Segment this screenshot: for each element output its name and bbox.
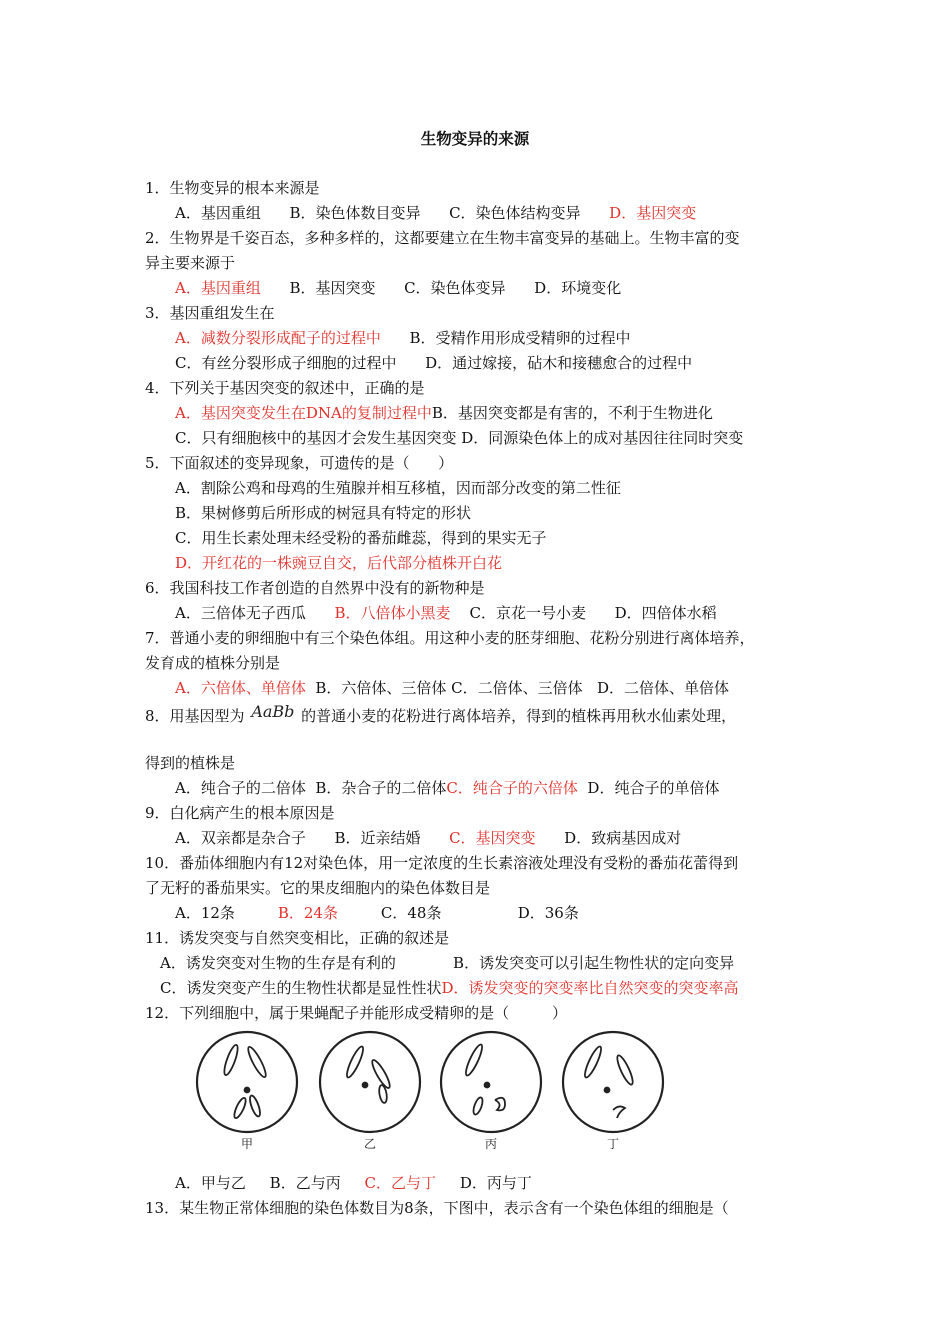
answer-highlight: C．乙与丁 bbox=[364, 1174, 437, 1192]
line-text: C．48条 D．36条 bbox=[337, 904, 579, 922]
answer-highlight: C．纯合子的六倍体 bbox=[446, 779, 578, 797]
line-text: D．致病基因成对 bbox=[535, 829, 682, 847]
question-7-cont: 发育成的植株分别是 bbox=[145, 654, 281, 672]
answer-highlight: B．八倍体小黑麦 bbox=[334, 604, 451, 622]
question-11: 11．诱发突变与自然突变相比，正确的叙述是 bbox=[145, 929, 450, 947]
question-2-cont: 异主要来源于 bbox=[145, 254, 236, 272]
question-7-options bbox=[175, 678, 729, 698]
answer-highlight: A．基因重组 bbox=[175, 279, 261, 297]
line-text: D．丙与丁 bbox=[436, 1174, 532, 1192]
question-6-options bbox=[175, 603, 717, 623]
question-6: 6．我国科技工作者创造的自然界中没有的新物种是 bbox=[145, 579, 485, 597]
line-text: C．诱发突变产生的生物性状都是显性性状 bbox=[160, 979, 442, 997]
question-8 bbox=[145, 702, 737, 726]
question-7: 7．普通小麦的卵细胞中有三个染色体组。用这种小麦的胚芽细胞、花粉分别进行离体培养， bbox=[145, 629, 755, 647]
answer-highlight: D．基因突变 bbox=[609, 204, 697, 222]
cell-label-yi: 乙 bbox=[364, 1137, 377, 1150]
question-11-options-ab: A．诱发突变对生物的生存是有利的 B．诱发突变可以引起生物性状的定向变异 bbox=[160, 954, 735, 972]
answer-highlight: A．六倍体、单倍体 bbox=[175, 679, 306, 697]
question-5-option-b: B．果树修剪后所形成的树冠具有特定的形状 bbox=[175, 504, 472, 522]
question-1: 1．生物变异的根本来源是 bbox=[145, 179, 320, 197]
answer-highlight: A．基因突变发生在DNA的复制过程中 bbox=[175, 404, 432, 422]
line-text: C．京花一号小麦 D．四倍体水稻 bbox=[450, 604, 717, 622]
line-text: A．双亲都是杂合子 B．近亲结婚 bbox=[175, 829, 450, 847]
cell-label-jia: 甲 bbox=[241, 1137, 254, 1150]
question-5: 5．下面叙述的变异现象，可遗传的是（ ） bbox=[145, 454, 454, 472]
question-5-option-d bbox=[175, 553, 502, 573]
question-4: 4．下列关于基因突变的叙述中，正确的是 bbox=[145, 379, 425, 397]
question-10-options bbox=[175, 903, 579, 923]
question-5-option-a: A．割除公鸡和母鸡的生殖腺并相互移植，因而部分改变的第二性征 bbox=[175, 479, 621, 497]
question-4-options-cd: C．只有细胞核中的基因才会发生基因突变 D．同源染色体上的成对基因往往同时突变 bbox=[175, 429, 744, 447]
line-text: B．基因突变都是有害的，不利于生物进化 bbox=[431, 404, 713, 422]
line-text: A．纯合子的二倍体 B．杂合子的二倍体 bbox=[175, 779, 447, 797]
question-2: 2．生物界是千姿百态，多种多样的，这都要建立在生物丰富变异的基础上。生物丰富的变 bbox=[145, 229, 740, 247]
genotype-text: AaBb bbox=[251, 702, 295, 721]
question-13: 13．某生物正常体细胞的染色体数目为8条，下图中，表示含有一个染色体组的细胞是（ bbox=[145, 1199, 729, 1217]
answer-highlight: D．开红花的一株豌豆自交，后代部分植株开白花 bbox=[175, 554, 503, 572]
line-text: 8．用基因型为 bbox=[145, 707, 250, 725]
question-10-cont: 了无籽的番茄果实。它的果皮细胞内的染色体数目是 bbox=[145, 879, 491, 897]
question-8-options bbox=[175, 778, 719, 798]
question-9: 9．白化病产生的根本原因是 bbox=[145, 804, 335, 822]
question-11-options-cd bbox=[160, 978, 739, 998]
question-12-options bbox=[175, 1173, 532, 1193]
question-10: 10．番茄体细胞内有12对染色体，用一定浓度的生长素溶液处理没有受粉的番茄花蕾得到 bbox=[145, 854, 739, 872]
answer-highlight: D．诱发突变的突变率比自然突变的突变率高 bbox=[441, 979, 739, 997]
question-9-options bbox=[175, 828, 681, 848]
line-text: B．六倍体、三倍体 C．二倍体、三倍体 D．二倍体、单倍体 bbox=[305, 679, 729, 697]
cell-figure bbox=[195, 1030, 675, 1150]
line-text: B．基因突变 C．染色体变异 D．环境变化 bbox=[260, 279, 622, 297]
answer-highlight: A．减数分裂形成配子的过程中 bbox=[175, 329, 381, 347]
question-8-cont: 得到的植株是 bbox=[145, 754, 236, 772]
answer-highlight: B．24条 bbox=[277, 904, 338, 922]
line-text: 的普通小麦的花粉进行离体培养，得到的植株再用秋水仙素处理， bbox=[296, 707, 737, 725]
question-5-option-c: C．用生长素处理未经受粉的番茄雌蕊，得到的果实无子 bbox=[175, 529, 547, 547]
line-text: A．甲与乙 B．乙与丙 bbox=[175, 1174, 365, 1192]
question-4-options-ab bbox=[175, 403, 713, 423]
line-text: A．12条 bbox=[175, 904, 278, 922]
cell-label-ding: 丁 bbox=[607, 1137, 620, 1150]
line-text: A．三倍体无子西瓜 bbox=[175, 604, 335, 622]
question-3-options-cd: C．有丝分裂形成子细胞的过程中 D．通过嫁接，砧木和接穗愈合的过程中 bbox=[175, 354, 693, 372]
question-12: 12．下列细胞中，属于果蝇配子并能形成受精卵的是（ ） bbox=[145, 1004, 568, 1022]
chromosome-cells-svg bbox=[195, 1030, 675, 1150]
question-2-options bbox=[175, 278, 621, 298]
answer-highlight: C．基因突变 bbox=[449, 829, 536, 847]
page-title: 生物变异的来源 bbox=[420, 130, 530, 148]
question-3-options-ab bbox=[175, 328, 630, 348]
line-text: D．纯合子的单倍体 bbox=[577, 779, 720, 797]
line-text: A．基因重组 B．染色体数目变异 C．染色体结构变异 bbox=[175, 204, 610, 222]
question-3: 3．基因重组发生在 bbox=[145, 304, 275, 322]
cell-label-bing: 丙 bbox=[485, 1137, 498, 1150]
question-1-options bbox=[175, 203, 696, 223]
line-text: B．受精作用形成受精卵的过程中 bbox=[380, 329, 631, 347]
